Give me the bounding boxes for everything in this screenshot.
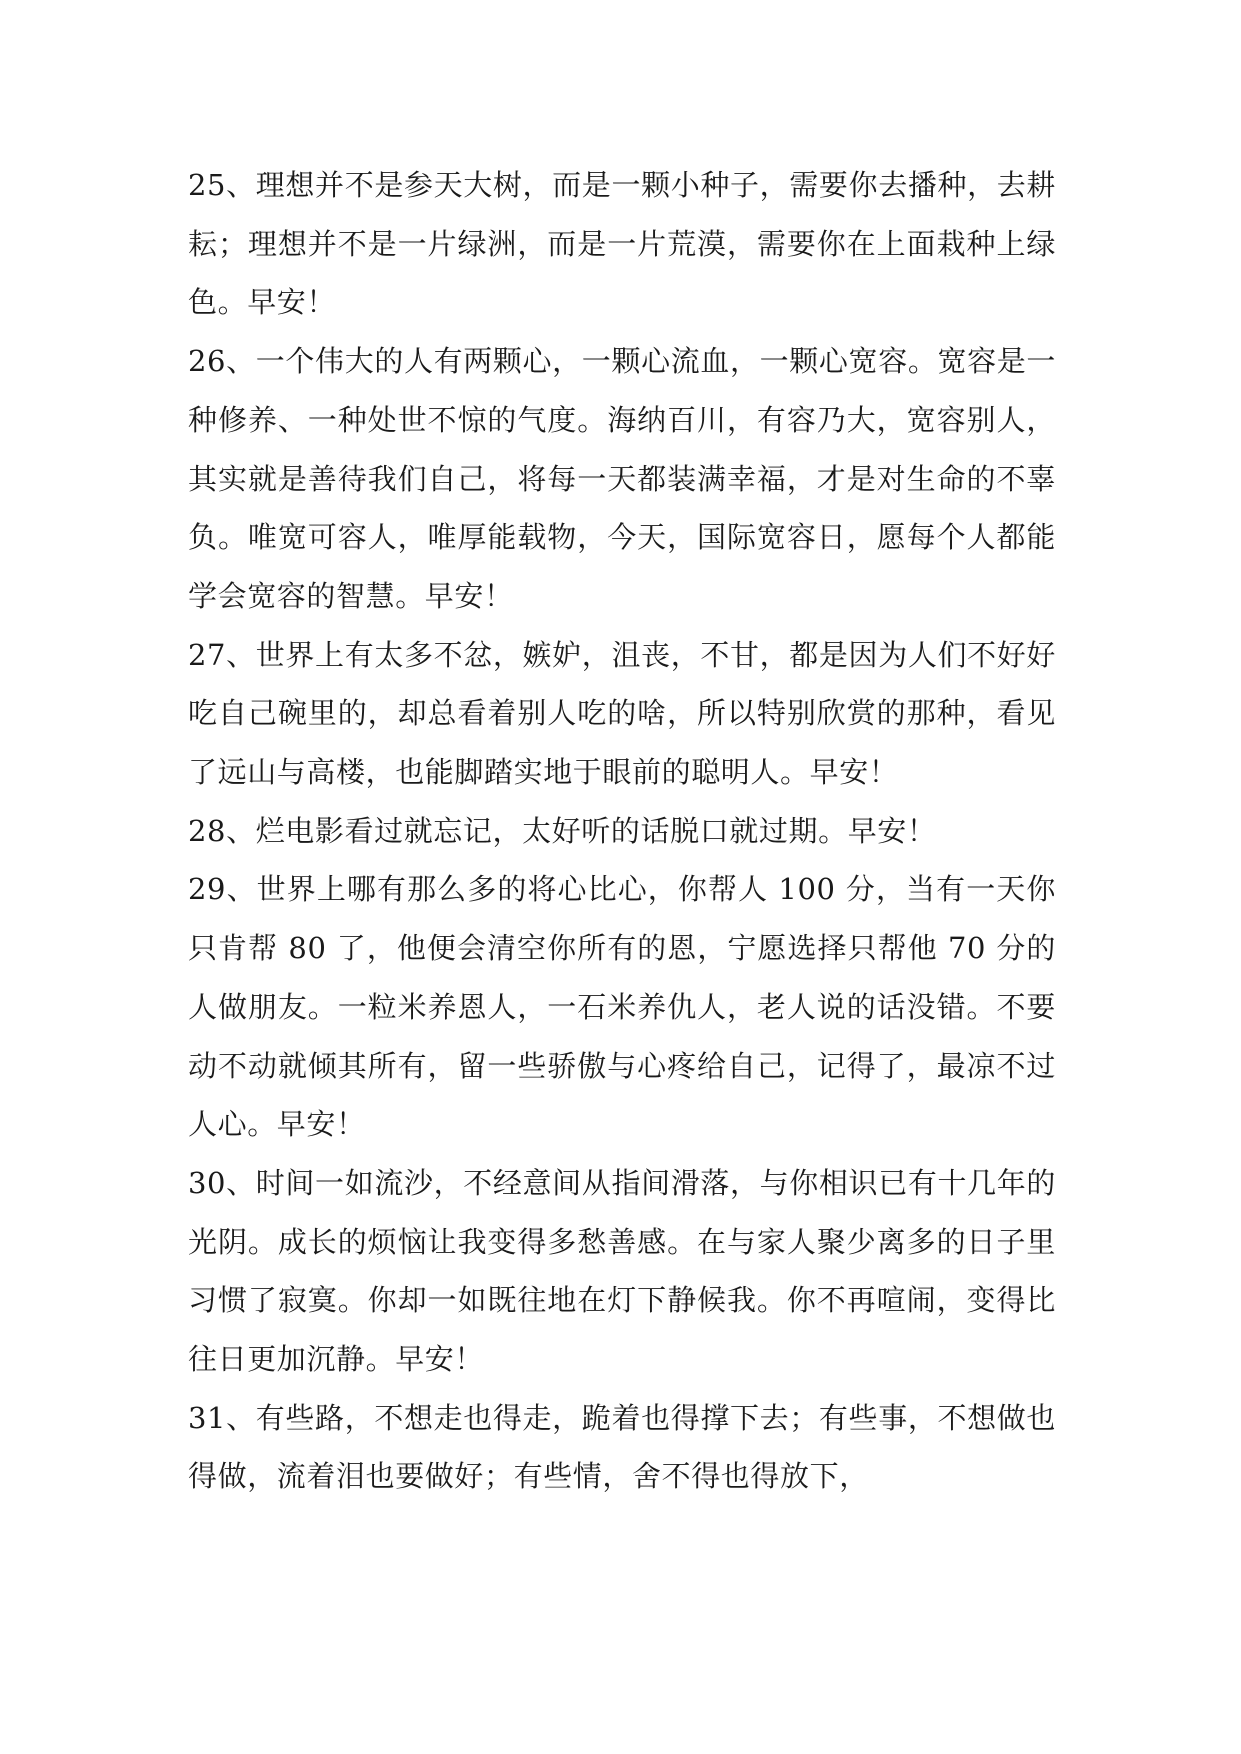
paragraph-30: 30、时间一如流沙，不经意间从指间滑落，与你相识已有十几年的光阴。成长的烦恼让我变得多愁善感。在与家人聚少离多的日子里习惯了寂寞。你却一如既往地在灯下静候我。你不再喧闹，变得比往日更加沉静。早安！ [188, 1165, 1056, 1377]
paragraph-29: 29、世界上哪有那么多的将心比心，你帮人 100 分，当有一天你只肯帮 80 了，他便会清空你所有的恩，宁愿选择只帮他 70 分的人做朋友。一粒米养恩人，一石米养仇人，老人说的话没错。不要动不动就倾其所有，留一些骄傲与心疼给自己，记得了，最凉不过人心。早安！ [188, 872, 1056, 1142]
paragraph-26: 26、一个伟大的人有两颗心，一颗心流血，一颗心宽容。宽容是一种修养、一种处世不惊的气度。海纳百川，有容乃大，宽容别人，其实就是善待我们自己，将每一天都装满幸福，才是对生命的不辜负。唯宽可容人，唯厚能载物，今天，国际宽容日，愿每个人都能学会宽容的智慧。早安！ [188, 344, 1056, 613]
paragraph-27: 27、世界上有太多不忿，嫉妒，沮丧，不甘，都是因为人们不好好吃自己碗里的，却总看着别人吃的啥，所以特别欣赏的那种，看见了远山与高楼，也能脚踏实地于眼前的聪明人。早安！ [188, 637, 1056, 790]
paragraph-28: 28、烂电影看过就忘记，太好听的话脱口就过期。早安！ [188, 813, 937, 848]
paragraph-25: 25、理想并不是参天大树，而是一颗小种子，需要你去播种，去耕耘；理想并不是一片绿洲，而是一片荒漠，需要你在上面栽种上绿色。早安！ [188, 168, 1056, 320]
document-body [188, 156, 1056, 1506]
paragraph-31: 31、有些路，不想走也得走，跪着也得撑下去；有些事，不想做也得做，流着泪也要做好；有些情，舍不得也得放下， [188, 1400, 1056, 1494]
